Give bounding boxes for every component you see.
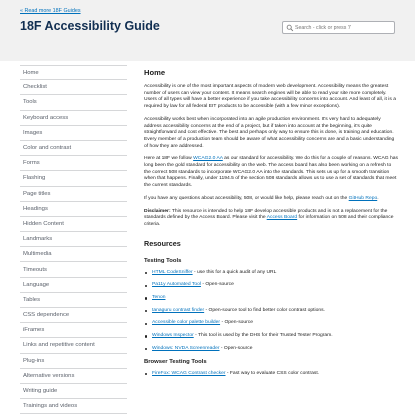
github-repo-link[interactable]: GitHub Repo bbox=[348, 195, 378, 201]
list-item-text: - use this for a quick audit of any URL bbox=[192, 269, 277, 275]
sidebar-item-language[interactable]: Language bbox=[20, 278, 127, 293]
tenon-link[interactable]: Tenon bbox=[152, 295, 166, 301]
browser-tools-list bbox=[144, 371, 399, 378]
sidebar-item-trainings-and-videos[interactable]: Trainings and videos bbox=[20, 399, 127, 414]
site-header bbox=[0, 0, 415, 61]
questions-paragraph bbox=[144, 196, 399, 203]
testing-tools-list bbox=[144, 270, 399, 353]
sidebar-nav bbox=[20, 65, 127, 415]
sidebar-item-color-and-contrast[interactable]: Color and contrast bbox=[20, 141, 127, 156]
sidebar-item-keyboard-access[interactable]: Keyboard access bbox=[20, 111, 127, 126]
sidebar-item-hidden-content[interactable]: Hidden Content bbox=[20, 217, 127, 232]
sidebar-item-home[interactable]: Home bbox=[20, 65, 127, 80]
list-item-text: - Fast way to evaluate CSS color contrast. bbox=[225, 370, 320, 376]
color-palette-builder-link[interactable]: Accessible color palette builder bbox=[152, 320, 221, 326]
sidebar-item-headings[interactable]: Headings bbox=[20, 202, 127, 217]
list-item bbox=[144, 295, 399, 302]
disclaimer-label: Disclaimer: bbox=[144, 208, 171, 214]
questions-text-pre: If you have any questions about accessibility, 508, or would like help, please reach out on the bbox=[144, 195, 349, 201]
list-item-text: - Open-source tool to find better color contrast options. bbox=[204, 307, 325, 313]
sidebar-item-flashing[interactable]: Flashing bbox=[20, 171, 127, 186]
questions-text-post: . bbox=[377, 195, 379, 201]
search-icon bbox=[286, 24, 294, 32]
agile-paragraph: Accessibility works best when incorporated into an agile production environment. It's very hard to adequately address accessibility concerns at the end of a project, but if taken into account at the beginning, it's quite straightforward and cost effective. The best and perhaps only way to ensure this is done, is training and education. Every member of a production team should be aware of what accessibility concerns are and a basic understanding of how they are addressed. bbox=[144, 116, 395, 149]
disclaimer-text-pre: This resource is intended to help 18F develop accessible products and is not a replacement for the standards defined by the Access Board. Please visit the bbox=[144, 208, 388, 221]
sidebar-item-tools[interactable]: Tools bbox=[20, 95, 127, 110]
standards-text-pre: Here at 18F we follow bbox=[144, 156, 194, 162]
windows-inspector-link[interactable]: Windows Inspector bbox=[152, 333, 194, 339]
sidebar-item-checklist[interactable]: Checklist bbox=[20, 80, 127, 95]
intro-paragraph: Accessibility is one of the most important aspects of modern web development. Accessibility means the greatest number of users can view your content. It means search engines will be able to read your site more completely. Users of all types will have a better experience if you take accessibility concerns into account. And least of all, it is a required by law for all federal EIT products to be accessible (with a few minor exceptions). bbox=[144, 84, 396, 110]
main-content bbox=[144, 68, 399, 415]
search-box[interactable] bbox=[282, 21, 395, 34]
access-board-link[interactable]: Access Board bbox=[266, 215, 298, 221]
testing-tools-heading: Testing Tools bbox=[144, 257, 182, 264]
list-item-text: - Open-source bbox=[200, 282, 234, 288]
search-input[interactable] bbox=[295, 23, 393, 33]
sidebar-item-forms[interactable]: Forms bbox=[20, 156, 127, 171]
list-item bbox=[144, 282, 399, 289]
list-item-text: - Open-source bbox=[219, 345, 253, 351]
sidebar-item-landmarks[interactable]: Landmarks bbox=[20, 232, 127, 247]
page-title: Home bbox=[144, 68, 166, 77]
read-more-guides-link[interactable]: « Read more 18F Guides bbox=[20, 8, 81, 14]
sidebar-item-tables[interactable]: Tables bbox=[20, 293, 127, 308]
standards-text-post: as our standard for accessibility. We do this for a couple of reasons. WCAG has long been the gold standard for accessibility on the web. The access board has also been working on a refresh to the correct 508 standards to incorporate WCAG2.0 AA into the standards. This sets us up for a smooth transition when that happens. Finally, under 1194.5 of the section 508 standards allows us to use a set of standards that meet the current standards. bbox=[144, 156, 398, 189]
sidebar-item-alternative-versions[interactable]: Alternative versions bbox=[20, 369, 127, 384]
disclaimer-text-post: for information on 508 and their compliance criteria. bbox=[144, 215, 394, 227]
sidebar-item-css-dependence[interactable]: CSS dependence bbox=[20, 308, 127, 323]
list-item bbox=[144, 320, 399, 327]
wcag-link[interactable]: WCAG2.0 AA bbox=[193, 156, 223, 162]
disclaimer-paragraph bbox=[144, 209, 399, 229]
sidebar-item-timeouts[interactable]: Timeouts bbox=[20, 262, 127, 277]
list-item bbox=[144, 308, 399, 315]
tanaguru-link[interactable]: tanaguru contrast finder bbox=[152, 307, 205, 313]
list-item-text: - Open-source bbox=[220, 320, 254, 326]
html-codesniffer-link[interactable]: HTML CodeSniffer bbox=[152, 269, 193, 275]
standards-paragraph bbox=[144, 156, 399, 190]
list-item bbox=[144, 333, 399, 340]
site-title[interactable]: 18F Accessibility Guide bbox=[20, 19, 160, 33]
wcag-contrast-checker-link[interactable]: FireFox: WCAG Contrast checker bbox=[152, 370, 226, 376]
list-item-text: - This tool is used by the DHS for their Trusted Tester Program. bbox=[193, 333, 333, 339]
sidebar-item-iframes[interactable]: iFrames bbox=[20, 323, 127, 338]
sidebar-item-images[interactable]: Images bbox=[20, 126, 127, 141]
pa11y-link[interactable]: Pa11y Automated Tool bbox=[152, 282, 201, 288]
browser-testing-tools-heading: Browser Testing Tools bbox=[144, 358, 207, 365]
resources-heading: Resources bbox=[144, 238, 181, 248]
list-item bbox=[144, 371, 399, 378]
sidebar-item-plug-ins[interactable]: Plug-ins bbox=[20, 354, 127, 369]
sidebar-item-links-and-repetitive-content[interactable]: Links and repetitive content bbox=[20, 338, 127, 353]
list-item bbox=[144, 270, 399, 277]
nvda-screenreader-link[interactable]: Windows: NVDA Screenreader bbox=[152, 345, 220, 351]
list-item bbox=[144, 346, 399, 353]
sidebar-item-multimedia[interactable]: Multimedia bbox=[20, 247, 127, 262]
sidebar-item-page-titles[interactable]: Page titles bbox=[20, 187, 127, 202]
sidebar-item-writing-guide[interactable]: Writing guide bbox=[20, 384, 127, 399]
